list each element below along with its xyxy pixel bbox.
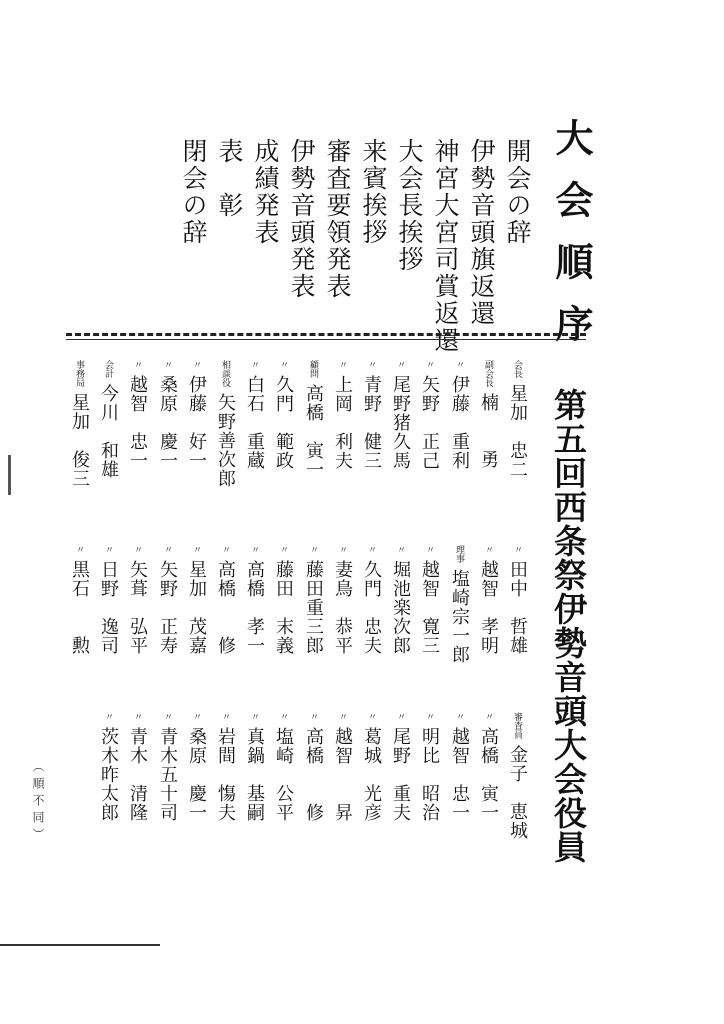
roster-role: 〃 [424,712,434,721]
roster-name: 桑原 慶一 [186,727,207,822]
roster-entry [128,360,146,470]
roster-entry [216,545,234,655]
roster-name: 越智 忠一 [127,375,148,470]
roster-role: 会計 [103,360,113,378]
roster-entry [274,360,292,470]
roster-name: 塩崎宗一郎 [449,569,470,664]
roster-role: 〃 [162,712,172,721]
roster-entry [99,545,117,655]
roster-role: 〃 [337,545,347,554]
roster-role: 〃 [249,545,259,554]
roster-entry [128,545,146,655]
roster-entry [245,545,263,655]
roster-name: 青木 清隆 [127,727,148,822]
program-item: 成績発表 [251,138,280,246]
roster-name: 妻鳥 恭平 [332,560,353,655]
roster-entry [216,360,234,488]
roster-role: 副会長 [483,360,493,387]
roster-name: 矢葺 弘平 [127,560,148,655]
page-edge-line [0,944,160,946]
roster-role: 〃 [308,712,318,721]
roster-name: 矢野 正己 [419,375,440,470]
roster-name: 真鍋 基嗣 [244,727,265,822]
roster-entry [216,712,234,822]
roster-role: 〃 [103,545,113,554]
roster-name: 久門 忠夫 [361,560,382,655]
roster-role: 〃 [162,360,172,369]
roster-role: 〃 [74,545,84,554]
roster-name: 上岡 利夫 [332,375,353,470]
roster-role: 〃 [103,712,113,721]
roster-role: 〃 [395,360,405,369]
roster-entry [450,545,468,664]
roster-name: 高橋 修 [215,560,236,655]
roster-name: 矢野善次郎 [215,393,236,488]
roster-title: 第五回西条祭伊勢音頭大会役員 [549,388,588,864]
roster-entry [70,360,88,488]
roster-role: 〃 [278,545,288,554]
roster-name: 尾野猪久馬 [390,375,411,470]
roster-role: 審査員 [512,712,522,739]
roster-name: 岩間 慯夫 [215,727,236,822]
roster-role: 〃 [512,545,522,554]
program-item: 閉会の辞 [179,138,208,246]
roster-role: 〃 [191,712,201,721]
roster-name: 矢野 正寿 [157,560,178,655]
roster-name: 桑原 慶一 [157,375,178,470]
roster-entry [304,712,322,822]
roster-entry [508,712,526,840]
roster-name: 越智 寛三 [419,560,440,655]
roster-entry [245,712,263,822]
roster-name: 青木五十司 [157,727,178,822]
roster-role: 〃 [366,360,376,369]
roster-entry [420,545,438,655]
roster-role: 〃 [395,712,405,721]
roster-role: 〃 [220,545,230,554]
roster-name: 越智 昇 [332,727,353,822]
roster-role: 〃 [162,545,172,554]
roster-role: 〃 [278,712,288,721]
roster-entry [187,360,205,470]
program-item: 伊勢音頭旗返還 [467,138,496,327]
roster-entry [99,712,117,822]
roster-entry [274,712,292,822]
program-item: 開会の辞 [503,138,532,246]
roster-entry [187,712,205,822]
roster-name: 伊藤 好一 [186,375,207,470]
roster-entry [245,360,263,470]
roster-name: 田中 哲雄 [507,560,528,655]
roster-name: 久門 範政 [273,375,294,470]
roster-entry [450,712,468,822]
roster-role: 〃 [395,545,405,554]
roster-role: 〃 [366,712,376,721]
roster-entry [508,545,526,655]
roster-name: 高橋 孝一 [244,560,265,655]
program-item: 大会長挨拶 [395,138,424,273]
roster-entry [187,545,205,655]
program-title: 大会順序 [549,118,594,366]
roster-role: 顧問 [308,360,318,378]
roster-entry [362,712,380,822]
roster-entry [158,545,176,655]
roster-role: 相談役 [220,360,230,387]
roster-role: 会長 [512,360,522,378]
roster-entry [420,360,438,470]
roster-role: 〃 [278,360,288,369]
roster-name: 高橋 修 [303,727,324,822]
program-item: 来賓挨拶 [359,138,388,246]
roster-role: 〃 [337,712,347,721]
roster-role: 〃 [132,360,142,369]
program-item: 表 彰 [215,138,244,219]
roster-entry [99,360,117,479]
roster-entry [420,712,438,822]
roster-entry [158,712,176,822]
roster-name: 葛城 光彦 [361,727,382,822]
roster-entry [508,360,526,479]
roster-entry [128,712,146,822]
roster-entry [158,360,176,470]
roster-entry [333,360,351,470]
roster-entry [274,545,292,655]
roster-entry [479,360,497,469]
roster-name: 越智 忠一 [449,727,470,822]
roster-entry [391,712,409,822]
roster-role: 理事 [454,545,464,563]
roster-name: 星加 茂嘉 [186,560,207,655]
roster-role: 〃 [424,545,434,554]
roster-role: 〃 [132,712,142,721]
roster-role: 〃 [191,545,201,554]
roster-entry [304,360,322,479]
roster-role: 〃 [191,360,201,369]
roster-role: 〃 [308,545,318,554]
roster-name: 星加 忠二 [507,384,528,479]
roster-role: 〃 [366,545,376,554]
roster-role: 〃 [454,712,464,721]
roster-role: 事務局 [74,360,84,387]
roster-role: 〃 [249,360,259,369]
roster-name: 青野 健三 [361,375,382,470]
roster-name: 藤田 末義 [273,560,294,655]
section-divider [66,333,586,336]
roster-name: 黒石 勲 [69,560,90,655]
roster-name: 今川 和雄 [98,384,119,479]
page-edge-mark [8,455,11,495]
roster-entry [304,545,322,655]
roster-name: 星加 俊三 [69,393,90,488]
roster-role: 〃 [220,712,230,721]
roster-role: 〃 [249,712,259,721]
roster-name: 白石 重蔵 [244,375,265,470]
roster-entry [479,545,497,655]
roster-entry [391,360,409,470]
roster-name: 藤田重三郎 [303,560,324,655]
program-item: 伊勢音頭発表 [287,138,316,300]
roster-role: 〃 [337,360,347,369]
order-note: （順不同） [31,760,45,845]
roster-role: 〃 [454,360,464,369]
roster-name: 日野 逸司 [98,560,119,655]
roster-role: 〃 [483,712,493,721]
roster-role: 〃 [424,360,434,369]
roster-name: 楠 勇 [478,393,499,469]
roster-name: 伊藤 重利 [449,375,470,470]
roster-entry [391,545,409,655]
roster-name: 高橋 寅一 [303,384,324,479]
roster-name: 茨木昨太郎 [98,727,119,822]
roster-entry [362,360,380,470]
roster-name: 高橋 寅一 [478,727,499,822]
roster-name: 明比 昭治 [419,727,440,822]
roster-entry [362,545,380,655]
roster-name: 尾野 重夫 [390,727,411,822]
roster-entry [479,712,497,822]
roster-entry [70,545,88,655]
program-item: 神宮大宮司賞返還 [431,138,460,354]
roster-entry [333,545,351,655]
roster-name: 塩崎 公平 [273,727,294,822]
roster-role: 〃 [483,545,493,554]
roster-entry [450,360,468,470]
roster-name: 堀池楽次郎 [390,560,411,655]
roster-entry [333,712,351,822]
roster-name: 金子 恵城 [507,745,528,840]
program-item: 審査要領発表 [323,138,352,300]
roster-name: 越智 孝明 [478,560,499,655]
roster-role: 〃 [132,545,142,554]
